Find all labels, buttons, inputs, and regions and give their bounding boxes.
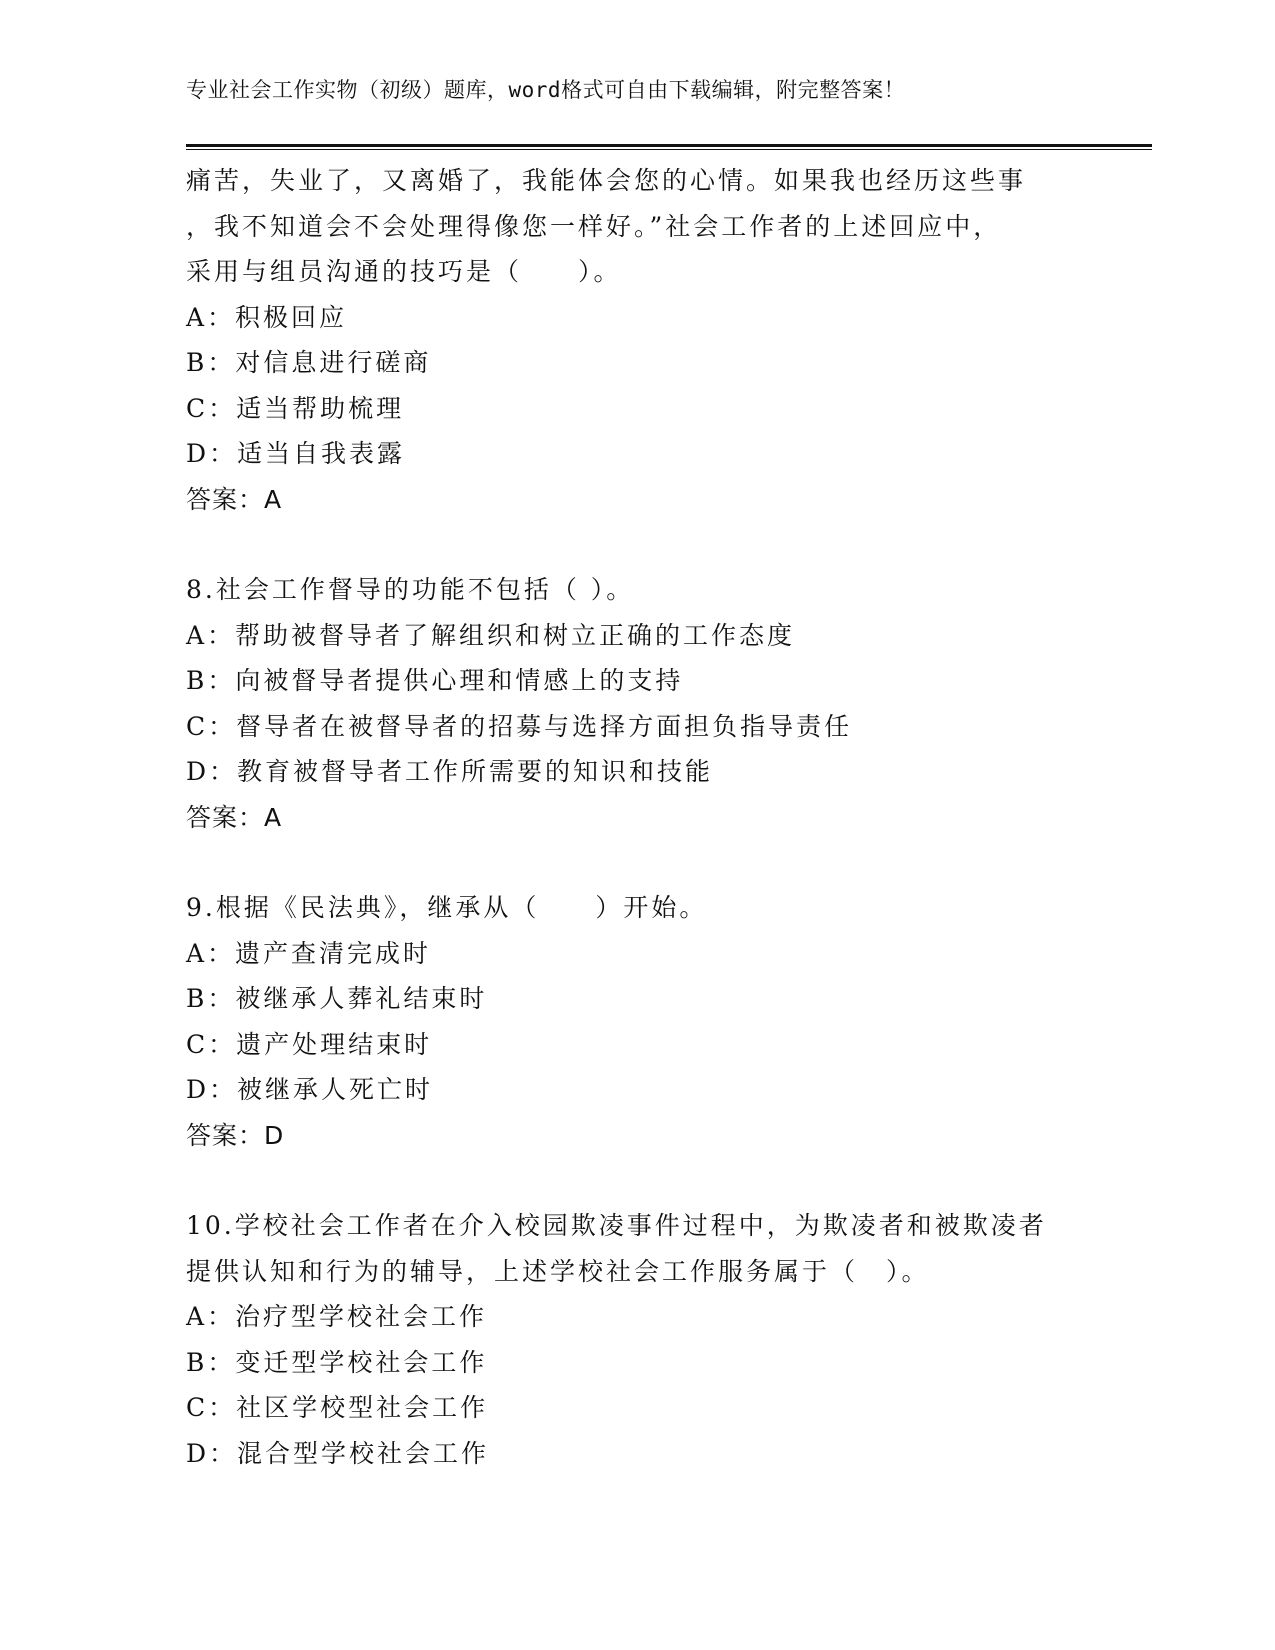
answer-line: 答案：A — [186, 802, 283, 832]
page-header: 专业社会工作实物（初级）题库，word格式可自由下载编辑，附完整答案！ — [186, 78, 906, 102]
question-text-line: 8.社会工作督导的功能不包括（ ）。 — [186, 575, 635, 604]
option-d: D：适当自我表露 — [186, 439, 406, 468]
question-7-continued — [186, 158, 1086, 522]
question-text-line: 痛苦，失业了，又离婚了，我能体会您的心情。如果我也经历这些事 — [186, 166, 1027, 195]
option-b: B：对信息进行磋商 — [186, 348, 432, 377]
option-a: A：遗产查清完成时 — [186, 938, 432, 968]
spacer — [186, 840, 1086, 885]
option-c: C：遗产处理结束时 — [186, 1029, 433, 1059]
spacer — [186, 1158, 1086, 1203]
option-c: C：社区学校型社会工作 — [186, 1393, 489, 1422]
option-d: D：混合型学校社会工作 — [186, 1438, 490, 1468]
answer-line: 答案：D — [186, 1120, 285, 1150]
option-c: C：督导者在被督导者的招募与选择方面担负指导责任 — [186, 711, 853, 741]
option-d: D：被继承人死亡时 — [186, 1075, 434, 1104]
header-rule-thin — [186, 149, 1152, 150]
option-a: A：治疗型学校社会工作 — [186, 1302, 488, 1331]
question-text-line: 10.学校社会工作者在介入校园欺凌事件过程中，为欺凌者和被欺凌者 — [186, 1211, 1047, 1240]
question-text-line: ，我不知道会不会处理得像您一样好。”社会工作者的上述回应中， — [186, 211, 1002, 241]
option-b: B：变迁型学校社会工作 — [186, 1347, 488, 1377]
question-text-line: 提供认知和行为的辅导，上述学校社会工作服务属于（ ）。 — [186, 1256, 930, 1286]
question-10 — [186, 1203, 1086, 1476]
option-d: D：教育被督导者工作所需要的知识和技能 — [186, 757, 714, 786]
option-b: B：被继承人葬礼结束时 — [186, 984, 488, 1013]
option-a: A：积极回应 — [186, 302, 348, 332]
option-b: B：向被督导者提供心理和情感上的支持 — [186, 666, 684, 695]
question-text-line: 9.根据《民法典》，继承从（ ）开始。 — [186, 893, 708, 922]
header-rule-thick — [186, 144, 1152, 147]
option-c: C：适当帮助梳理 — [186, 393, 405, 423]
question-text-line: 采用与组员沟通的技巧是（ ）。 — [186, 257, 622, 286]
question-list — [186, 158, 1086, 1476]
question-8 — [186, 567, 1086, 840]
option-a: A：帮助被督导者了解组织和树立正确的工作态度 — [186, 620, 796, 650]
spacer — [186, 522, 1086, 567]
question-9 — [186, 885, 1086, 1158]
answer-line: 答案：A — [186, 484, 283, 514]
